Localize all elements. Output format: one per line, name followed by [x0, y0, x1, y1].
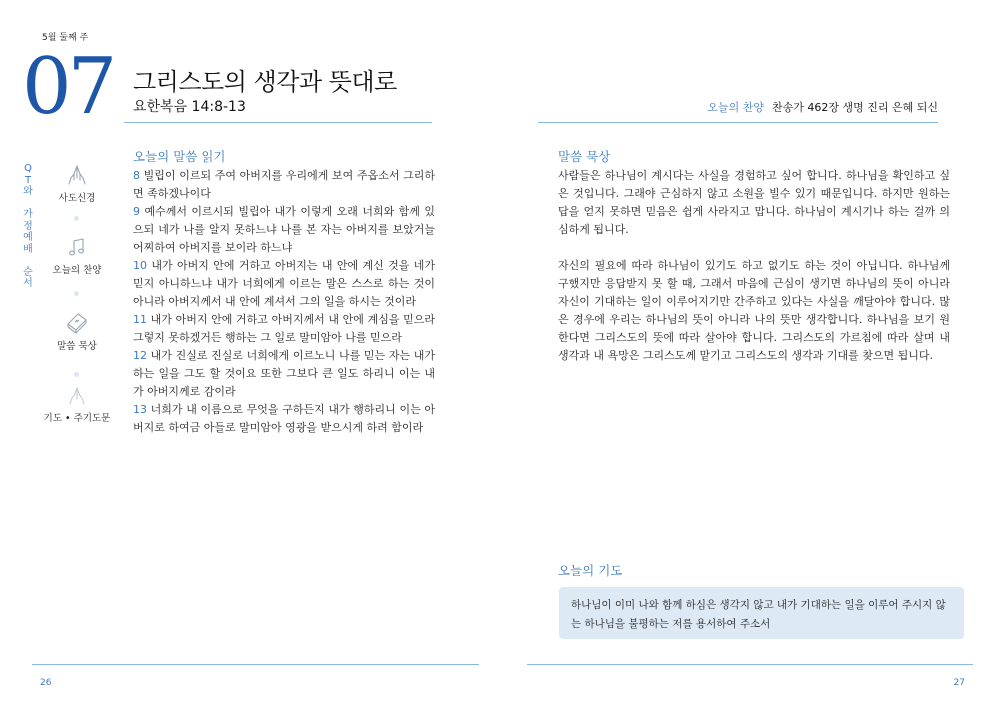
prayer-heading: 오늘의 기도 — [558, 563, 623, 578]
step-dot — [74, 372, 79, 377]
verse-text: 내가 진실로 진실로 너희에게 이르노니 나를 믿는 자는 내가 하는 일을 그도 할 것이요 또한 그보다 큰 일도 하리니 이는 내가 아버지께로 감이라 — [133, 349, 435, 398]
sidebar-item-label: 기도 • 주기도문 — [43, 413, 111, 424]
divider — [538, 122, 938, 123]
divider — [124, 122, 432, 123]
verse-text: 내가 아버지 안에 거하고 아버지는 내 안에 계신 것을 네가 믿지 아니하느냐 내가 너희에게 이르는 말은 스스로 하는 것이 아니라 아버지께서 내 안에 계셔서 그의 일을 하시는 것이라 — [133, 259, 435, 308]
hymn-value: 찬송가 462장 생명 진리 은혜 되신 — [772, 101, 938, 114]
qt-char: Q — [24, 163, 32, 174]
sidebar-item-label: 말씀 묵상 — [57, 341, 97, 352]
verse-number: 12 — [133, 349, 147, 362]
page-number-left: 26 — [40, 678, 52, 688]
verse-text: 내가 아버지 안에 거하고 아버지께서 내 안에 계심을 믿으라 그렇지 못하겠거든 행하는 그 일로 말미암아 나를 믿으라 — [133, 313, 435, 344]
sidebar-item-creed — [40, 164, 114, 204]
verse-text: 예수께서 이르시되 빌립아 내가 이렇게 오래 너희와 함께 있으되 네가 나를 알지 못하느냐 나를 본 자는 아버지를 보았거늘 어찌하여 아버지를 보이라 하느냐 — [133, 205, 435, 254]
verse-number: 13 — [133, 403, 147, 416]
page-title: 그리스도의 생각과 뜻대로 — [133, 68, 397, 96]
hymn-label: 오늘의 찬양 — [707, 101, 764, 114]
week-label: 5월 둘째 주 — [42, 33, 89, 43]
footer-divider — [32, 664, 479, 665]
praying-hands-icon — [65, 164, 89, 186]
qt-char: 정 — [23, 220, 33, 232]
day-number: 07 — [22, 42, 114, 132]
step-dot — [74, 291, 79, 296]
bible-icon — [64, 310, 90, 334]
footer-divider — [527, 664, 973, 665]
page-number-right: 27 — [953, 678, 965, 688]
reading-heading: 오늘의 말씀 읽기 — [133, 149, 226, 164]
meditation-heading: 말씀 묵상 — [558, 149, 611, 164]
praying-hands-icon — [66, 386, 88, 406]
qt-char: 예 — [23, 232, 33, 243]
meditation-paragraph: 사람들은 하나님이 계시다는 사실을 경험하고 싶어 합니다. 하나님을 확인하고 싶은 것입니다. 그래야 근심하지 않고 소원을 빌수 있기 때문입니다. 하지만 원하는 답을 얻지 못하면 믿음은 쉽게 사라지고 맙니다. 하나님이 계시기나 하는 걸까 의심하게 됩니다. — [558, 169, 950, 236]
qt-char: 가 — [23, 209, 33, 220]
meditation-text — [558, 167, 950, 383]
sidebar-item-label: 사도신경 — [58, 193, 96, 204]
qt-char: 서 — [23, 278, 33, 289]
step-dot — [74, 216, 79, 221]
prayer-box: 하나님이 이미 나와 함께 하심은 생각지 않고 내가 기대하는 일을 이루어 주시지 않는 하나님을 불평하는 저를 용서하여 주소서 — [559, 587, 964, 639]
verse-number: 10 — [133, 259, 147, 272]
qt-char: 와 — [23, 186, 33, 197]
sidebar-item-hymn — [40, 236, 114, 276]
todays-hymn — [707, 99, 938, 115]
music-note-icon — [66, 236, 88, 258]
scripture-reference: 요한복음 14:8-13 — [133, 99, 246, 115]
verse-number: 8 — [133, 169, 140, 182]
verse-text: 너희가 내 이름으로 무엇을 구하든지 내가 행하리니 이는 아버지로 하여금 아들로 말미암아 영광을 받으시게 하려 함이라 — [133, 403, 435, 434]
qt-char: 배 — [23, 243, 33, 255]
sidebar-item-label: 오늘의 찬양 — [52, 265, 102, 276]
verse-number: 9 — [133, 205, 140, 218]
qt-char — [22, 198, 34, 210]
sidebar-item-prayer — [40, 386, 114, 424]
scripture-passage — [133, 167, 435, 437]
sidebar-item-meditation — [40, 310, 114, 352]
qt-order-vertical-label — [22, 163, 34, 290]
verse-number: 11 — [133, 313, 147, 326]
qt-char: 순 — [23, 266, 33, 278]
qt-char — [22, 255, 34, 267]
verse-text: 빌립이 이르되 주여 아버지를 우리에게 보여 주옵소서 그리하면 족하겠나이다 — [133, 169, 435, 200]
qt-char: T — [24, 174, 32, 186]
meditation-paragraph: 자신의 필요에 따라 하나님이 있기도 하고 없기도 하는 것이 아닙니다. 하나님께 구했지만 응답받지 못 할 때, 그래서 마음에 근심이 생기면 하나님의 뜻이 아니라 자신이 기대하는 일이 이루어지기만 간주하고 있다는 사실을 깨달아야 합니다. 많은 경우에 우리는 하나님의 뜻이 아니라 나의 뜻만 생각합니다. 하나님을 보기 원한다면 그리스도의 뜻에 따라 살아야 합니다. 그리스도의 가르침에 따라 살며 내 생각과 내 욕망은 그리스도께 맡기고 그리스도의 생각과 기대를 찾으면 됩니다. — [558, 259, 950, 362]
